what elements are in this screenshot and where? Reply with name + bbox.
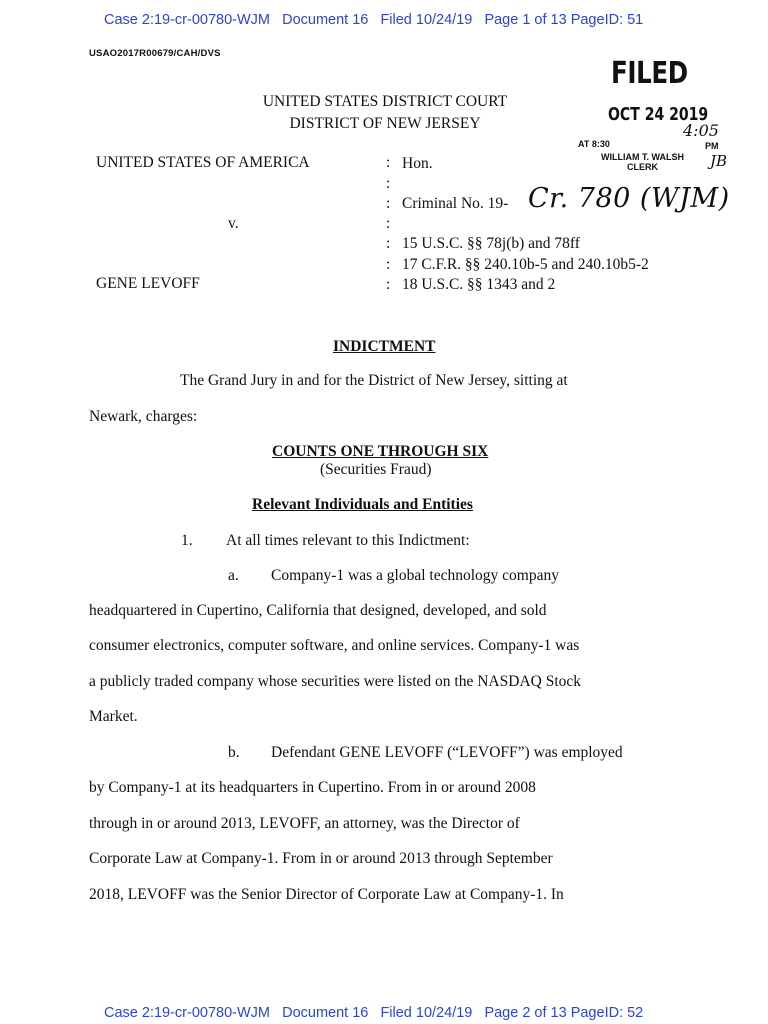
ecf-case-number: Case 2:19-cr-00780-WJM [104,1005,270,1021]
caption-colon: : [386,276,391,293]
caption-criminal-no: Criminal No. 19- [402,195,509,212]
intro-line: Newark, charges: [89,408,198,425]
intro-line: The Grand Jury in and for the District of New Jersey, sitting at [180,372,568,389]
paragraph-line: consumer electronics, computer software, and online services. Company-1 was [89,637,580,654]
caption-colon: : [386,256,391,273]
clerk-initials: JB [710,152,728,170]
court-name: UNITED STATES DISTRICT COURT [262,93,508,110]
ecf-header [104,12,643,28]
counts-subheading: (Securities Fraud) [320,461,432,478]
subparagraph-label: b. [228,744,240,761]
filed-stamp: FILED [611,56,688,91]
caption-colon: : [386,154,391,171]
ecf-filed-date: Filed 10/24/19 [380,1005,473,1021]
ecf-document: Document 16 [282,1005,369,1021]
caption-defendant: GENE LEVOFF [96,275,200,292]
ecf-filed-date: Filed 10/24/19 [380,12,473,28]
filed-stamp-pm: PM [705,141,719,151]
paragraph-line: headquartered in Cupertino, California that designed, developed, and sold [89,602,547,619]
statute-citation: 17 C.F.R. §§ 240.10b-5 and 240.10b5-2 [402,256,649,273]
caption-judge: Hon. [402,155,433,172]
file-number: USAO2017R00679/CAH/DVS [89,48,221,59]
court-district: DISTRICT OF NEW JERSEY [289,115,481,132]
paragraph-line: Defendant GENE LEVOFF (“LEVOFF”) was employed [271,744,623,761]
paragraph-line: Corporate Law at Company-1. From in or around 2013 through September [89,850,553,867]
document-title: INDICTMENT [333,338,436,355]
paragraph-text: At all times relevant to this Indictment: [226,532,470,549]
filed-stamp-at: AT 8:30 [578,139,610,149]
subparagraph-label: a. [228,567,239,584]
paragraph-line: Company-1 was a global technology company [271,567,559,584]
caption-plaintiff: UNITED STATES OF AMERICA [96,154,310,171]
ecf-page: Page 1 of 13 PageID: 51 [484,12,644,28]
caption-versus: v. [228,215,239,232]
paragraph-line: through in or around 2013, LEVOFF, an attorney, was the Director of [89,815,520,832]
handwritten-time: 4:05 [683,121,719,140]
caption-colon: : [386,215,391,232]
handwritten-case-number: Cr. 780 (WJM) [528,183,730,214]
counts-heading: COUNTS ONE THROUGH SIX [272,443,489,460]
clerk-title: CLERK [627,162,658,172]
section-heading: Relevant Individuals and Entities [252,496,473,513]
paragraph-line: Market. [89,708,138,725]
ecf-footer [104,1005,643,1021]
caption-colon: : [386,235,391,252]
caption-colon: : [386,175,391,192]
ecf-case-number: Case 2:19-cr-00780-WJM [104,12,270,28]
filed-stamp-date: OCT 24 2019 [608,104,709,125]
paragraph-line: a publicly traded company whose securities were listed on the NASDAQ Stock [89,673,582,690]
paragraph-line: 2018, LEVOFF was the Senior Director of Corporate Law at Company-1. In [89,886,564,903]
clerk-name: WILLIAM T. WALSH [601,152,684,162]
paragraph-line: by Company-1 at its headquarters in Cupertino. From in or around 2008 [89,779,536,796]
caption-colon: : [386,195,391,212]
statute-citation: 18 U.S.C. §§ 1343 and 2 [402,276,556,293]
ecf-page: Page 2 of 13 PageID: 52 [484,1005,644,1021]
paragraph-number: 1. [181,532,193,549]
ecf-document: Document 16 [282,12,369,28]
statute-citation: 15 U.S.C. §§ 78j(b) and 78ff [402,235,580,252]
